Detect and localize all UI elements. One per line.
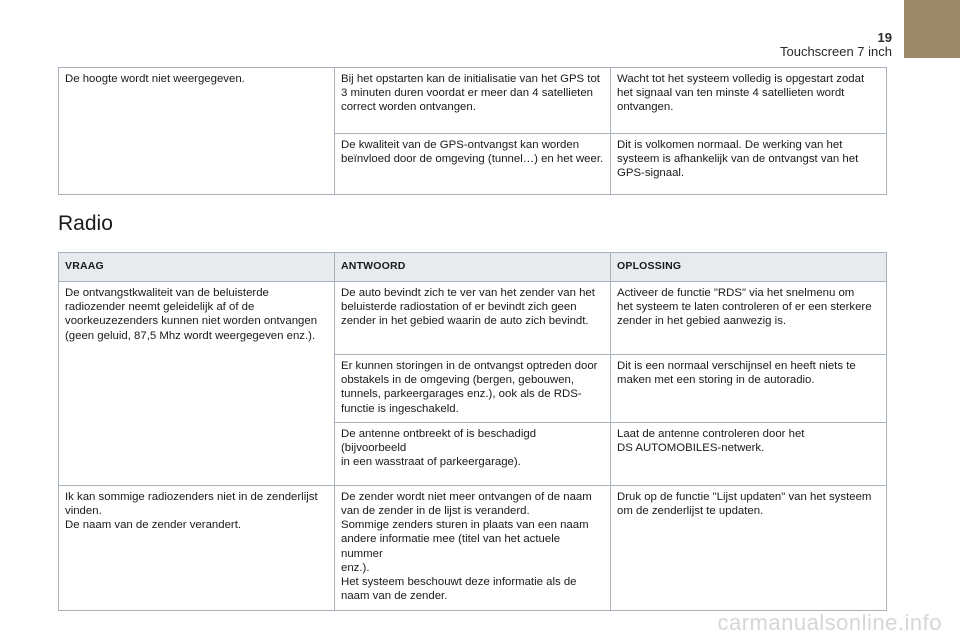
question-cell: Ik kan sommige radiozenders niet in de zenderlijst vinden. De naam van de zender verandert. [59, 485, 335, 610]
table-header-row [59, 253, 887, 282]
solution-cell: Dit is volkomen normaal. De werking van het systeem is afhankelijk van de ontvangst van het GPS-signaal. [611, 134, 887, 195]
table-row [59, 485, 887, 610]
answer-cell: De kwaliteit van de GPS-ontvangst kan worden beïnvloed door de omgeving (tunnel…) en het weer. [335, 134, 611, 195]
answer-cell: Bij het opstarten kan de initialisatie van het GPS tot 3 minuten duren voordat er meer dan 4 satellieten correct worden ontvangen. [335, 68, 611, 134]
chapter-tab [904, 0, 960, 58]
watermark: carmanualsonline.info [717, 610, 942, 635]
answer-cell: De antenne ontbreekt of is beschadigd (bijvoorbeeld in een wasstraat of parkeergarage). [335, 422, 611, 485]
page-number: 19 [877, 30, 892, 45]
answer-cell: Er kunnen storingen in de ontvangst optreden door obstakels in de omgeving (bergen, gebouwen, tunnels, parkeergarages enz.), ook als de RDS- functie is ingeschakeld. [335, 355, 611, 423]
column-header-answer: ANTWOORD [335, 253, 611, 282]
question-cell: De hoogte wordt niet weergegeven. [59, 68, 335, 195]
section-header: Touchscreen 7 inch [779, 44, 892, 59]
gps-troubleshooting-table [58, 67, 887, 195]
column-header-solution: OPLOSSING [611, 253, 887, 282]
solution-cell: Laat de antenne controleren door het DS AUTOMOBILES-netwerk. [611, 422, 887, 485]
solution-cell: Wacht tot het systeem volledig is opgestart zodat het signaal van ten minste 4 satellieten wordt ontvangen. [611, 68, 887, 134]
column-header-question: VRAAG [59, 253, 335, 282]
section-title-radio: Radio [58, 212, 113, 235]
solution-cell: Activeer de functie "RDS" via het snelmenu om het systeem te laten controleren of er een sterkere zender in het gebied aanwezig is. [611, 282, 887, 355]
radio-troubleshooting-table [58, 252, 887, 611]
table-row [59, 282, 887, 355]
table-row [59, 68, 887, 134]
solution-cell: Dit is een normaal verschijnsel en heeft niets te maken met een storing in de autoradio. [611, 355, 887, 423]
solution-cell: Druk op de functie "Lijst updaten" van het systeem om de zenderlijst te updaten. [611, 485, 887, 610]
answer-cell: De zender wordt niet meer ontvangen of de naam van de zender in de lijst is veranderd. Sommige zenders sturen in plaats van een naam andere informatie mee (titel van het actuele nummer enz.). Het systeem beschouwt deze informatie als de naam van de zender. [335, 485, 611, 610]
question-cell: De ontvangstkwaliteit van de beluisterde radiozender neemt geleidelijk af of de voorkeuzezenders kunnen niet worden ontvangen (geen geluid, 87,5 Mhz wordt weergegeven enz.). [59, 282, 335, 486]
answer-cell: De auto bevindt zich te ver van het zender van het beluisterde radiostation of er bevindt zich geen zender in het gebied waarin de auto zich bevindt. [335, 282, 611, 355]
